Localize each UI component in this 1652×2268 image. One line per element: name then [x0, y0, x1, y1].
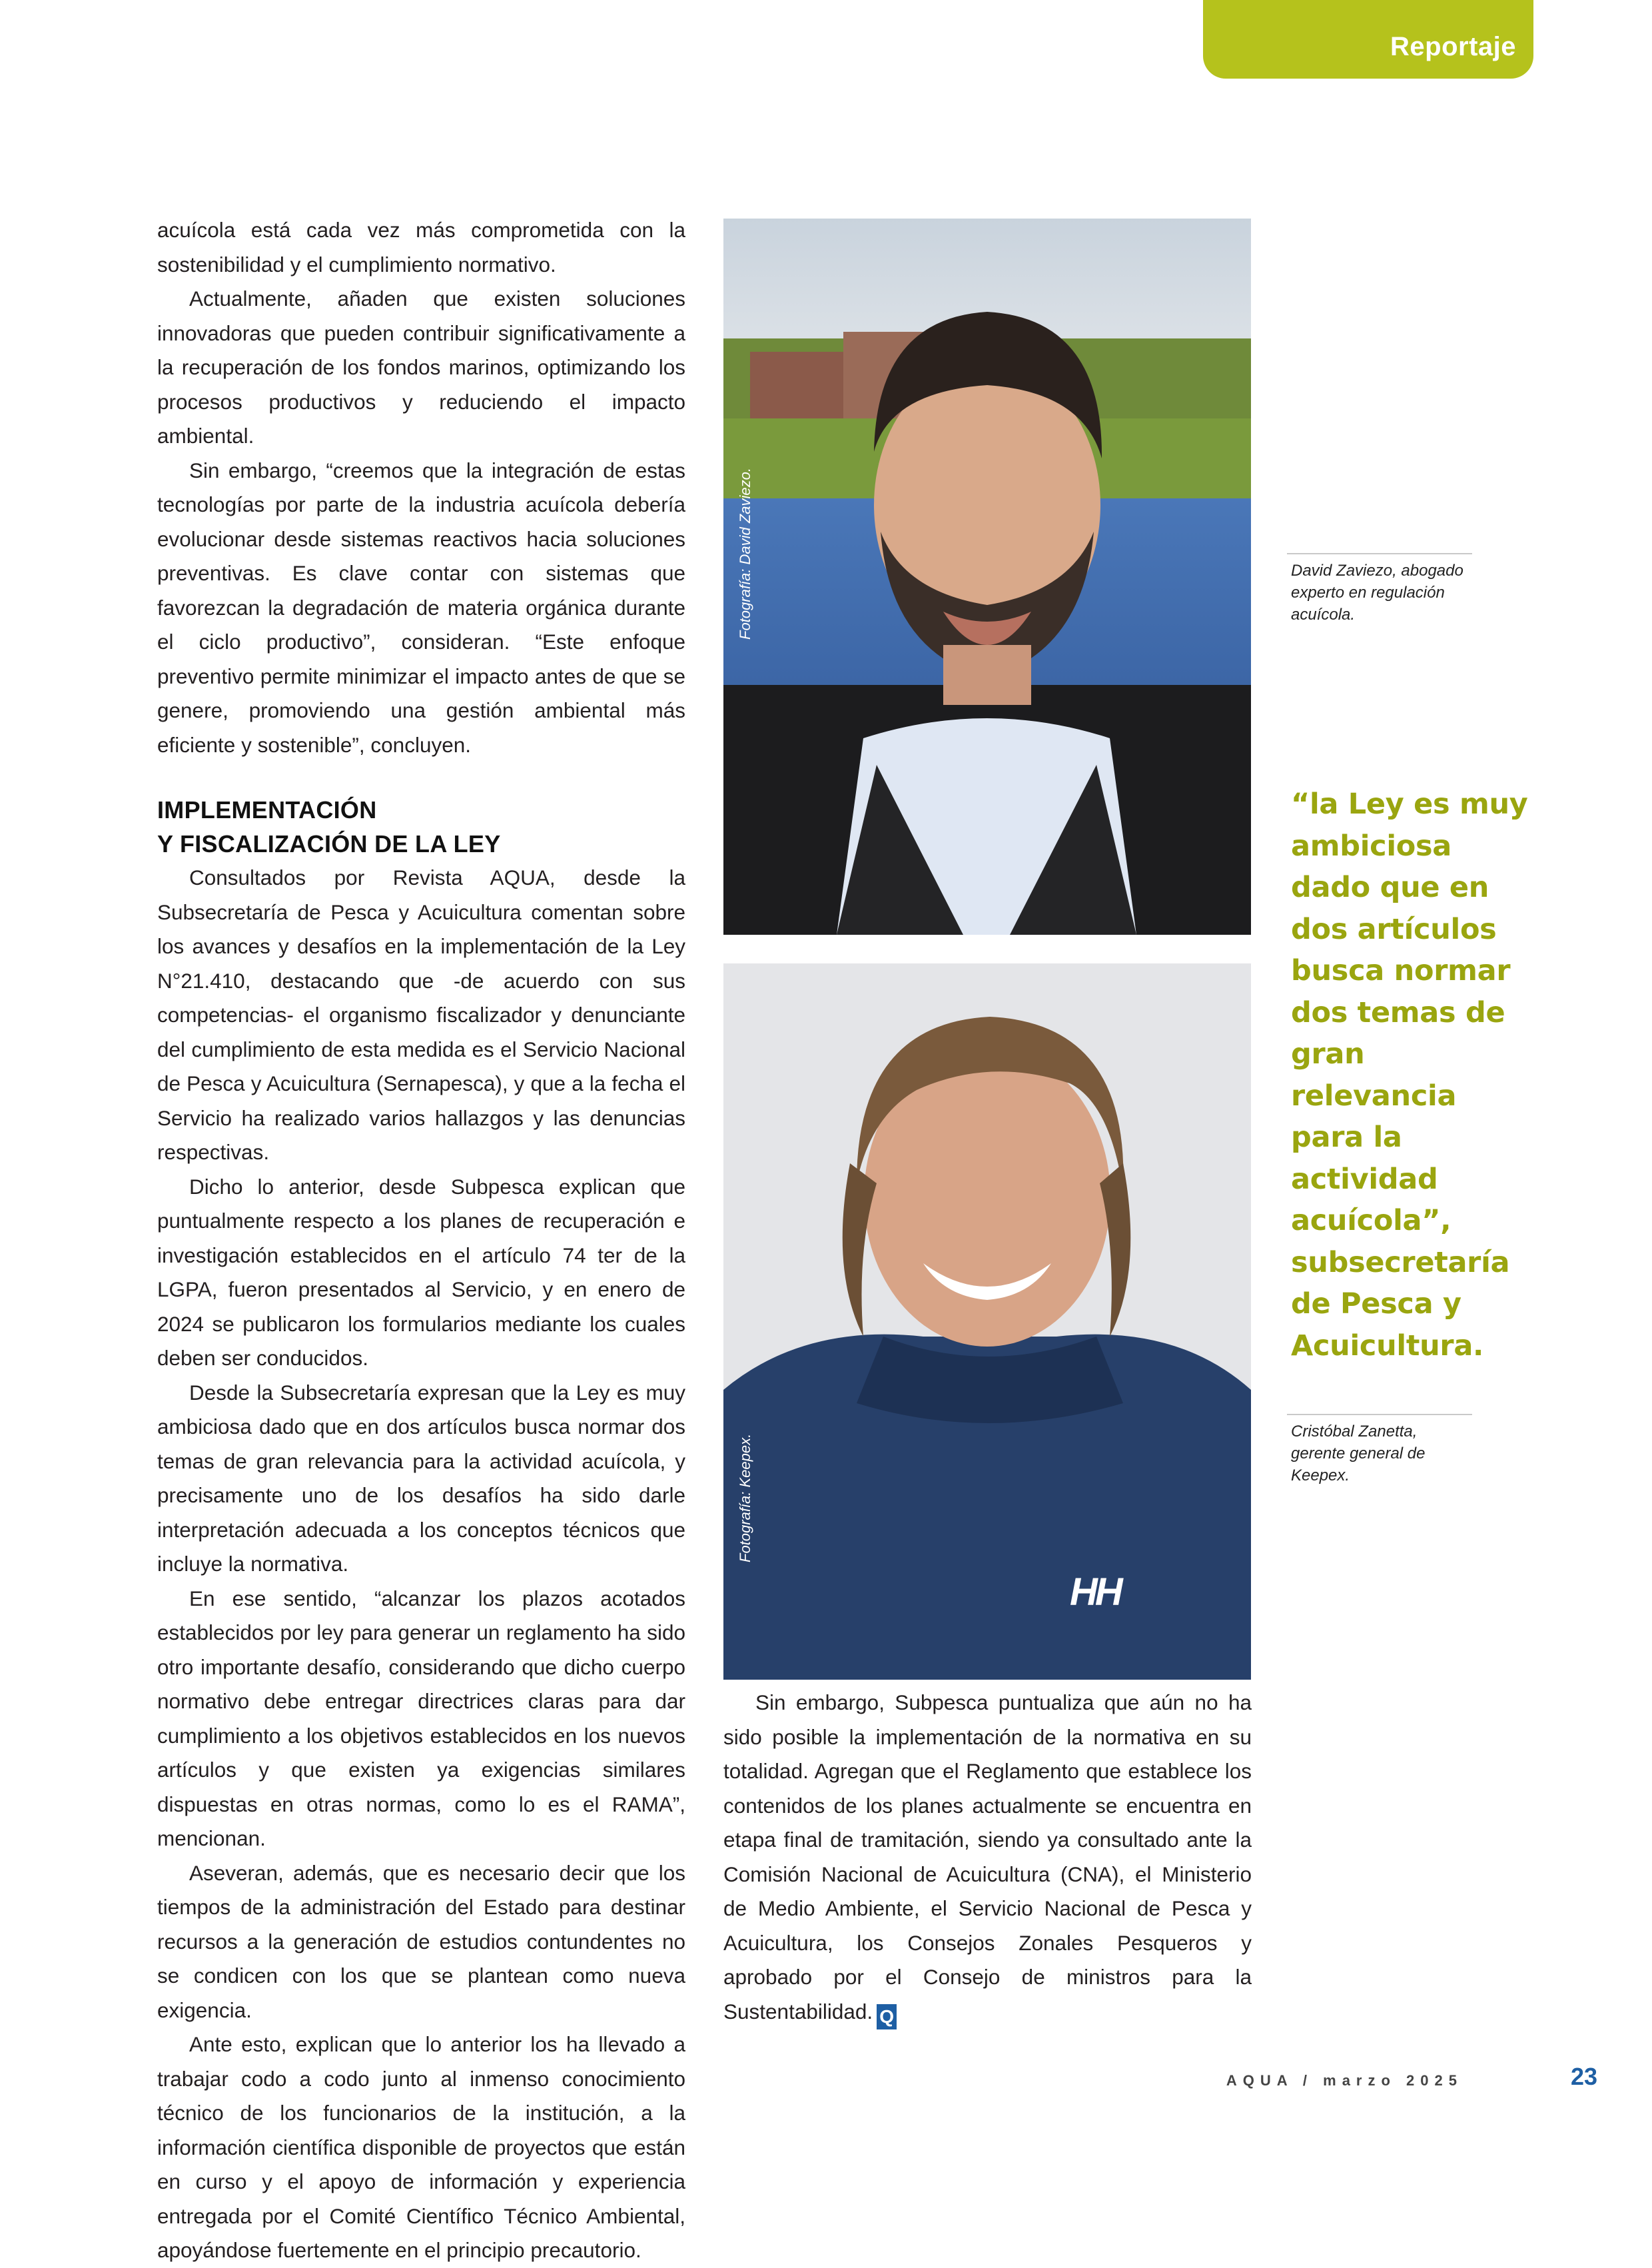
footer-publication: AQUA / marzo 2025 — [1226, 2072, 1463, 2089]
photo-david-zaviezo — [723, 219, 1251, 935]
end-mark-icon: Q — [877, 2004, 897, 2029]
column-1-top — [157, 213, 685, 762]
column-1-bottom — [157, 793, 685, 2268]
photo-caption-2: Cristóbal Zanetta, gerente general de Keepex. — [1291, 1422, 1426, 1484]
column-2 — [723, 1686, 1252, 2029]
paragraph: En ese sentido, “alcanzar los plazos acotados establecidos por ley para generar un reglamento ha sido otro importante desafío, considerando que dicho cuerpo normativo debe entregar directrices claras para dar cumplimiento a los objetivos establecidos en los nuevos artículos y que existen ya exigencias similares dispuestas en otras normas, como lo es el RAMA”, mencionan. — [157, 1586, 685, 1850]
heading-line-2: Y FISCALIZACIÓN DE LA LEY — [157, 830, 501, 857]
paragraph: Actualmente, añaden que existen soluciones innovadoras que pueden contribuir significativamente a la recuperación de los fondos marinos, optimizando los procesos productivos y reduciendo el impacto ambiental. — [157, 286, 685, 448]
photo-credit-2: Fotografía: Keepex. — [737, 1433, 753, 1562]
paragraph: Ante esto, explican que lo anterior los ha llevado a trabajar codo a codo junto al inmenso conocimiento técnico de los funcionarios de la institución, a la información científica disponible de proyectos que están en curso y el apoyo de información y experiencia entregada por el Comité Científico Técnico Ambiental, apoyándose fuertemente en el principio precautorio. — [157, 2032, 685, 2262]
photo-cristobal-zanetta — [723, 963, 1251, 1680]
paragraph: Consultados por Revista AQUA, desde la Subsecretaría de Pesca y Acuicultura comentan sobre los avances y desafíos en la implementación de la Ley N°21.410, destacando que -de acuerdo con sus competencias- el organismo fiscalizador y denunciante del cumplimiento de esta medida es el Servicio Nacional de Pesca y Acuicultura (Sernapesca), y que a la fecha el Servicio ha realizado varios hallazgos y las denuncias respectivas. — [157, 865, 685, 1164]
jacket-logo: HH — [1070, 1570, 1120, 1614]
paragraph: Sin embargo, “creemos que la integración de estas tecnologías por parte de la industria acuícola debería evolucionar desde sistemas reactivos hacia soluciones preventivas. Es clave contar con sistemas que favorezcan la degradación de materia orgánica durante el ciclo productivo”, consideran. “Este enfoque preventivo permite minimizar el impacto antes de que se genere, promoviendo una gestión ambiental más eficiente y sostenible”, concluyen. — [157, 458, 685, 757]
pull-quote: “la Ley es muy ambiciosa dado que en dos artículos busca normar dos temas de gran relevancia para la actividad acuícola”, subsecretaría de Pesca y Acuicultura. — [1291, 788, 1528, 1363]
paragraph: Dicho lo anterior, desde Subpesca explican que puntualmente respecto a los planes de recuperación e investigación establecidos en el artículo 74 ter de la LGPA, fueron presentados al Servicio, y en enero de 2024 se publicaron los formularios mediante los cuales deben ser conducidos. — [157, 1174, 685, 1370]
paragraph: Aseveran, además, que es necesario decir que los tiempos de la administración del Estado para destinar recursos a la generación de estudios contundentes no se condicen con los que se plantean como nueva exigencia. — [157, 1860, 685, 2022]
portrait-illustration-1 — [723, 219, 1251, 935]
section-tab — [1203, 0, 1533, 79]
heading-line-1: IMPLEMENTACIÓN — [157, 796, 377, 824]
paragraph — [723, 1686, 1252, 2029]
caption-rule-2 — [1287, 1414, 1472, 1415]
paragraph: Desde la Subsecretaría expresan que la Ley es muy ambiciosa dado que en dos artículos busca normar dos temas de gran relevancia para la actividad acuícola, y precisamente uno de los desafíos ha sido darle interpretación adecuada a los conceptos técnicos que incluye la normativa. — [157, 1380, 685, 1576]
page-number: 23 — [1571, 2063, 1598, 2090]
photo-caption-1: David Zaviezo, abogado experto en regulación acuícola. — [1291, 562, 1463, 624]
photo-credit-1: Fotografía: David Zaviezo. — [737, 467, 753, 640]
section-tab-label: Reportaje — [1390, 32, 1516, 61]
caption-rule-1 — [1287, 553, 1472, 554]
portrait-illustration-2 — [723, 963, 1251, 1680]
paragraph-text: Sin embargo, Subpesca puntualiza que aún no ha sido posible la implementación de la normativa en su totalidad. Agregan que el Reglamento que establece los contenidos de los planes actualmente se encuentra en etapa final de tramitación, siendo ya consultado ante la Comisión Nacional de Acuicultura (CNA), el Ministerio de Medio Ambiente, el Servicio Nacional de Pesca y Acuicultura, los Consejos Zonales Pesqueros y aprobado por el Consejo de ministros para la Sustentabilidad. — [723, 1690, 1252, 2023]
section-heading — [157, 793, 685, 861]
paragraph: acuícola está cada vez más comprometida con la sostenibilidad y el cumplimiento normativo. — [157, 218, 685, 277]
